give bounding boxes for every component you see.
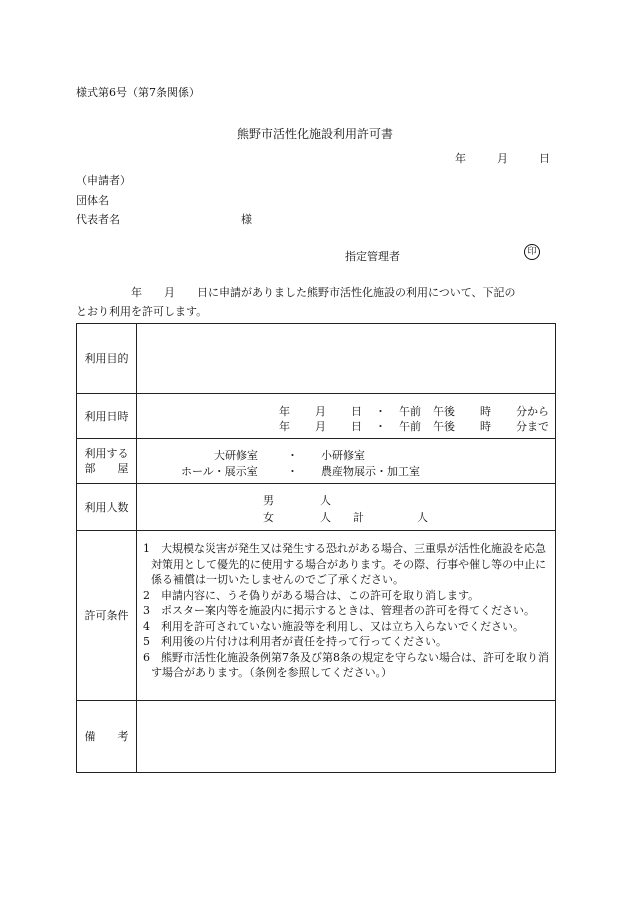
condition-item: 5 利用後の片付けは利用者が責任を持って行ってください。 [143, 635, 447, 648]
dt2-dot: ・ [375, 420, 386, 433]
document-title: 熊野市活性化施設利用許可書 [236, 127, 393, 141]
condition-item: 4 利用を許可されていない施設等を利用し、又は立ち入らないでください。 [143, 619, 524, 633]
intro-line-2: とおり利用を許可します。 [76, 305, 208, 318]
permit-table [76, 323, 556, 773]
conditions-list [143, 541, 551, 681]
dt1-am: 午前 [399, 405, 421, 418]
date-month: 月 [497, 152, 508, 165]
condition-item: 3 ポスター案内等を施設内に掲示するときは、管理者の許可を得てください。 [143, 604, 535, 617]
row-rooms [77, 439, 555, 484]
room-produce-processing: 農産物展示・加工室 [321, 465, 420, 478]
condition-item: 2 申請内容に、うそ偽りがある場合は、この許可を取り消します。 [143, 588, 480, 602]
row-remarks [77, 701, 555, 772]
row-purpose [77, 324, 555, 394]
dt2-month: 月 [315, 420, 326, 433]
honorific-sama: 様 [241, 213, 252, 226]
rooms-label-line1: 利用する [84, 447, 129, 460]
rooms-cell [137, 439, 555, 483]
room-dot-1: ・ [287, 449, 298, 462]
datetime-label: 利用日時 [84, 409, 129, 423]
designated-manager-label: 指定管理者 [345, 250, 400, 263]
date-day: 日 [539, 152, 550, 165]
row-datetime [77, 394, 555, 439]
representative-name-label: 代表者名 [76, 213, 120, 226]
dt1-pm: 午後 [433, 405, 455, 418]
room-small-training: 小研修室 [321, 449, 365, 462]
people-unit-female: 人 [320, 511, 331, 524]
issue-date [455, 150, 550, 166]
row-people [77, 484, 555, 531]
applicant-header: （申請者） [76, 174, 131, 187]
rooms-label-line2: 部 屋 [84, 462, 129, 475]
remarks-label: 備 考 [84, 730, 129, 743]
dt2-year: 年 [279, 420, 290, 433]
dt1-dot: ・ [375, 405, 386, 418]
purpose-label: 利用目的 [84, 352, 129, 365]
dt2-am: 午前 [399, 420, 421, 433]
people-unit-male: 人 [320, 494, 331, 507]
people-female: 女 [263, 511, 274, 524]
people-unit-total: 人 [417, 511, 428, 524]
room-large-training: 大研修室 [214, 449, 258, 462]
seal-mark: 印 [524, 244, 540, 260]
group-name-label: 団体名 [76, 194, 109, 207]
datetime-cell [137, 394, 555, 438]
people-cell [137, 484, 555, 530]
people-total: 計 [353, 511, 364, 524]
dt2-minute: 分まで [516, 420, 549, 433]
rooms-label [77, 439, 136, 483]
dt2-hour: 時 [480, 420, 491, 433]
dt2-day: 日 [351, 420, 362, 433]
room-hall-exhibition: ホール・展示室 [181, 465, 258, 478]
conditions-label: 許可条件 [84, 609, 129, 622]
people-label: 利用人数 [84, 500, 129, 514]
condition-item: 6 熊野市活性化施設条例第7条及び第8条の規定を守らない場合は、許可を取り消す場合があります。（条例を参照してください。） [143, 650, 549, 679]
dt1-day: 日 [351, 405, 362, 418]
dt1-minute: 分から [516, 405, 549, 418]
dt1-hour: 時 [480, 405, 491, 418]
form-reference: 様式第6号（第7条関係） [76, 86, 200, 99]
row-conditions [77, 531, 555, 701]
dt1-year: 年 [279, 405, 290, 418]
dt1-month: 月 [315, 405, 326, 418]
condition-item: 1 大規模な災害が発生又は発生する恐れがある場合、三重県が活性化施設を応急対策用として優先的に使用する場合があります。その際、行事や催し等の中止に係る補償は一切いたしませんのでご了承ください。 [143, 542, 547, 586]
room-dot-2: ・ [287, 465, 298, 478]
people-male: 男 [263, 494, 274, 507]
intro-line-1: 年 月 日に申請がありました熊野市活性化施設の利用について、下記の [76, 286, 516, 299]
dt2-pm: 午後 [433, 420, 455, 433]
date-year: 年 [455, 152, 466, 165]
